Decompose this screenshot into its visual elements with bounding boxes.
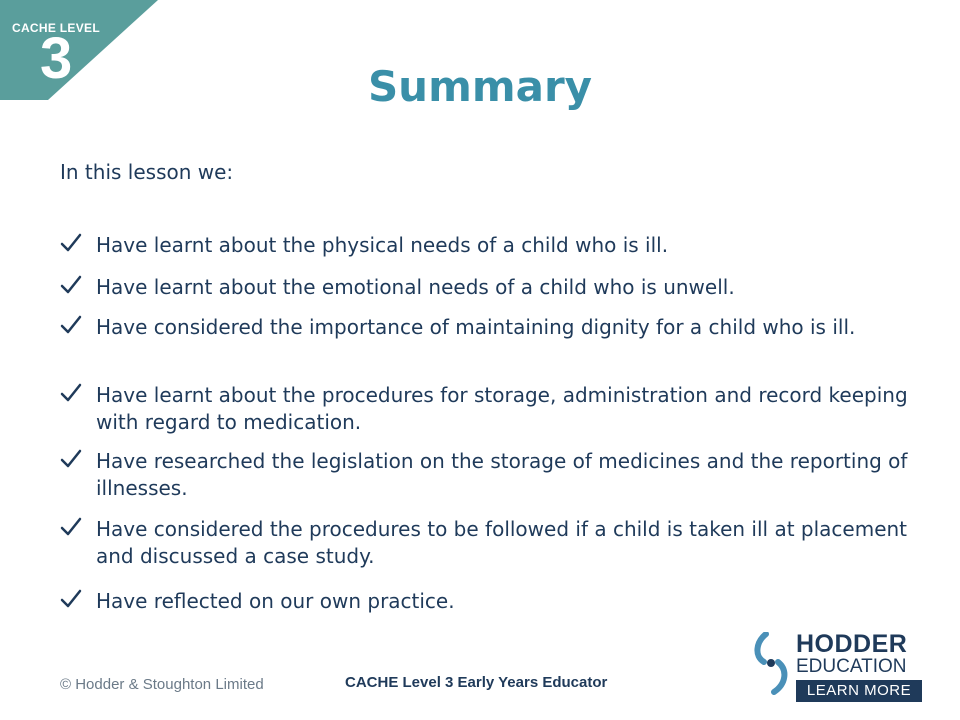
intro-text: In this lesson we: bbox=[60, 160, 234, 184]
list-item bbox=[60, 382, 910, 436]
list-item bbox=[60, 516, 910, 570]
checkmark-icon bbox=[60, 588, 82, 610]
list-item-text: Have learnt about the emotional needs of a child who is unwell. bbox=[96, 275, 735, 299]
copyright-notice: © Hodder & Stoughton Limited bbox=[60, 676, 264, 693]
checkmark-icon bbox=[60, 314, 82, 336]
checkmark-icon bbox=[60, 274, 82, 296]
list-item-text: Have learnt about the physical needs of a child who is ill. bbox=[96, 233, 669, 257]
checkmark-icon bbox=[60, 232, 82, 254]
course-name: CACHE Level 3 Early Years Educator bbox=[345, 674, 608, 691]
page-title: Summary bbox=[367, 62, 593, 111]
list-item-text: Have considered the procedures to be followed if a child is taken ill at placement and discussed a case study. bbox=[96, 517, 908, 568]
badge-number: 3 bbox=[40, 26, 73, 91]
list-item bbox=[60, 588, 910, 615]
list-item-text: Have considered the importance of maintaining dignity for a child who is ill. bbox=[96, 315, 856, 339]
hodder-swirl-icon bbox=[752, 632, 792, 696]
list-item bbox=[60, 448, 910, 502]
checkmark-icon bbox=[60, 448, 82, 470]
list-item-text: Have learnt about the procedures for storage, administration and record keeping with regard to medication. bbox=[96, 383, 908, 434]
list-item bbox=[60, 314, 910, 341]
hodder-education-logo[interactable] bbox=[752, 628, 932, 708]
list-item bbox=[60, 274, 910, 301]
logo-education-text: EDUCATION bbox=[796, 656, 907, 677]
list-item bbox=[60, 232, 910, 259]
list-item-text: Have reflected on our own practice. bbox=[96, 589, 455, 613]
learn-more-link[interactable]: LEARN MORE bbox=[796, 680, 922, 702]
logo-hodder-text: HODDER bbox=[796, 630, 908, 658]
checkmark-icon bbox=[60, 516, 82, 538]
checkmark-icon bbox=[60, 382, 82, 404]
list-item-text: Have researched the legislation on the storage of medicines and the reporting of illnesses. bbox=[96, 449, 908, 500]
badge-label: CACHE LEVEL bbox=[12, 21, 100, 35]
